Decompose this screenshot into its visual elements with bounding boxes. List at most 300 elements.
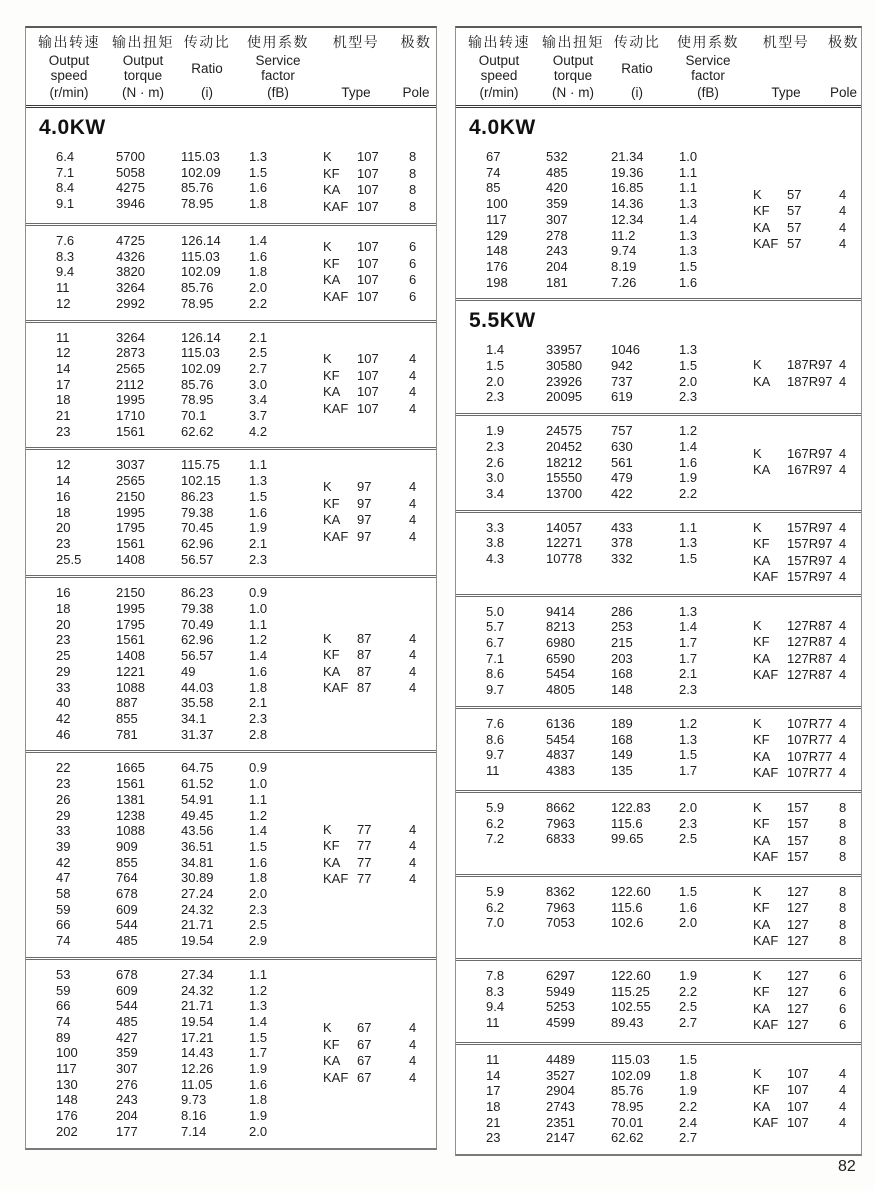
output-speed-cell: 11 xyxy=(486,762,500,778)
data-rows xyxy=(26,233,323,312)
output-speed-cell: 1.9 xyxy=(486,423,505,439)
service-factor-cell: 4.2 xyxy=(249,423,268,439)
type-prefix: K xyxy=(753,357,762,373)
type-pole-line xyxy=(323,1020,439,1037)
type-size: 157 xyxy=(787,832,809,848)
output-speed-cell: 9.4 xyxy=(486,999,505,1015)
output-torque-cell: 5058 xyxy=(116,164,145,180)
type-size: 107 xyxy=(357,400,379,416)
data-rows xyxy=(456,884,753,950)
gear-block xyxy=(26,447,436,575)
service-factor-cell: 1.4 xyxy=(249,233,268,248)
ratio-cell: 56.57 xyxy=(181,551,214,567)
type-pole-line xyxy=(753,1017,869,1034)
type-size: 67 xyxy=(357,1036,372,1052)
table-row xyxy=(26,711,323,727)
type-prefix: KF xyxy=(753,732,770,748)
output-torque-cell: 420 xyxy=(546,180,568,196)
pole-value: 4 xyxy=(409,367,417,383)
header-en-label xyxy=(542,51,604,85)
output-speed-cell: 1.5 xyxy=(486,358,505,374)
output-speed-cell: 3.3 xyxy=(486,519,505,535)
ratio-cell: 64.75 xyxy=(181,760,214,776)
type-pole-line xyxy=(753,900,869,917)
output-torque-cell: 181 xyxy=(546,274,568,290)
gear-block xyxy=(26,750,436,956)
output-speed-cell: 2.3 xyxy=(486,438,505,454)
service-factor-cell: 1.6 xyxy=(249,248,268,264)
service-factor-cell: 1.5 xyxy=(679,258,698,274)
type-size: 187R97 xyxy=(787,373,833,389)
table-row xyxy=(26,808,323,824)
service-factor-cell: 2.5 xyxy=(679,999,698,1015)
service-factor-cell: 1.4 xyxy=(679,438,698,454)
type-size: 107 xyxy=(357,182,379,197)
output-speed-cell: 8.4 xyxy=(56,180,75,196)
ratio-cell: 102.55 xyxy=(611,999,651,1015)
table-row xyxy=(26,377,323,393)
service-factor-cell: 2.1 xyxy=(249,329,268,345)
table-row xyxy=(26,424,323,440)
service-factor-cell: 1.9 xyxy=(249,1108,268,1124)
ratio-cell: 24.32 xyxy=(181,901,214,917)
service-factor-cell: 1.3 xyxy=(679,227,698,243)
output-speed-cell: 3.4 xyxy=(486,485,505,501)
type-size: 157R97 xyxy=(787,536,833,552)
data-rows xyxy=(456,968,753,1034)
output-torque-cell: 7963 xyxy=(546,899,575,915)
output-torque-cell: 276 xyxy=(116,1076,138,1092)
type-prefix: KA xyxy=(753,1000,771,1016)
type-pole-line xyxy=(753,933,869,950)
output-torque-cell: 2565 xyxy=(116,360,145,376)
output-speed-cell: 58 xyxy=(56,886,71,902)
output-torque-cell: 7963 xyxy=(546,815,575,831)
ratio-cell: 168 xyxy=(611,666,633,682)
table-row xyxy=(456,968,753,984)
header-zh-label: 传动比 xyxy=(613,34,661,50)
ratio-cell: 11.2 xyxy=(611,227,636,243)
output-speed-cell: 39 xyxy=(56,838,71,854)
output-torque-cell: 781 xyxy=(116,726,138,742)
type-pole-list xyxy=(753,968,869,1034)
type-prefix: KAF xyxy=(753,1017,779,1033)
ratio-cell: 11.05 xyxy=(181,1076,213,1092)
type-size: 77 xyxy=(357,838,372,854)
output-torque-cell: 3037 xyxy=(116,457,145,473)
service-factor-cell: 1.5 xyxy=(679,358,698,374)
service-factor-cell: 2.3 xyxy=(249,901,268,917)
ratio-cell: 85.76 xyxy=(181,180,214,196)
type-prefix: KA xyxy=(323,182,341,197)
header-en-label xyxy=(826,51,861,85)
output-torque-cell: 1995 xyxy=(116,504,145,520)
ratio-cell: 85.76 xyxy=(181,376,214,392)
service-factor-cell: 1.3 xyxy=(249,998,268,1014)
type-size: 167R97 xyxy=(787,462,833,478)
pole-value: 4 xyxy=(839,519,847,535)
service-factor-cell: 1.3 xyxy=(249,473,268,489)
output-speed-cell: 1.4 xyxy=(486,342,505,358)
output-torque-cell: 2112 xyxy=(116,376,144,392)
pole-value: 8 xyxy=(839,849,847,865)
header-en-label xyxy=(316,51,396,85)
pole-value: 4 xyxy=(409,479,417,495)
type-prefix: KF xyxy=(323,255,340,271)
table-row xyxy=(26,457,323,473)
service-factor-cell: 1.5 xyxy=(249,838,268,854)
type-pole-line xyxy=(323,401,439,418)
ratio-cell: 99.65 xyxy=(611,831,644,847)
type-pole-list xyxy=(753,423,869,502)
service-factor-cell: 2.1 xyxy=(249,535,268,551)
type-prefix: K xyxy=(753,799,762,815)
pole-value: 4 xyxy=(839,1098,847,1114)
power-rating-heading: 4.0KW xyxy=(469,116,536,139)
type-pole-line xyxy=(753,749,869,766)
type-size: 107 xyxy=(357,198,379,214)
ratio-cell: 62.96 xyxy=(181,632,214,648)
ratio-cell: 135 xyxy=(611,762,633,778)
service-factor-cell: 2.0 xyxy=(249,886,268,902)
type-pole-line xyxy=(323,838,439,855)
pole-value: 4 xyxy=(839,462,847,478)
ratio-cell: 253 xyxy=(611,619,633,635)
type-size: 187R97 xyxy=(787,357,833,373)
output-torque-cell: 9414 xyxy=(546,603,575,619)
gear-block xyxy=(456,142,861,298)
header-en-line: Output xyxy=(478,53,520,68)
output-speed-cell: 26 xyxy=(56,791,71,807)
type-prefix: K xyxy=(753,883,762,899)
table-row xyxy=(26,1077,323,1093)
output-speed-cell: 176 xyxy=(486,258,508,274)
output-torque-cell: 7053 xyxy=(546,915,575,931)
ratio-cell: 7.14 xyxy=(181,1123,207,1139)
type-pole-list xyxy=(753,520,869,586)
pole-value: 4 xyxy=(839,650,847,666)
table-row xyxy=(456,732,753,748)
output-torque-cell: 544 xyxy=(116,917,138,933)
table-row xyxy=(456,884,753,900)
output-torque-cell: 764 xyxy=(116,870,138,886)
output-speed-cell: 59 xyxy=(56,982,71,998)
output-speed-cell: 2.6 xyxy=(486,454,505,470)
ratio-cell: 115.03 xyxy=(611,1051,650,1067)
type-prefix: K xyxy=(753,617,762,633)
ratio-cell: 30.89 xyxy=(181,870,214,886)
type-size: 107 xyxy=(787,1065,809,1081)
type-pole-list xyxy=(323,967,439,1140)
table-row xyxy=(456,1015,753,1031)
type-prefix: KA xyxy=(753,219,771,235)
type-size: 127 xyxy=(787,916,809,932)
power-rating-heading: 5.5KW xyxy=(469,309,536,333)
table-row xyxy=(456,342,753,358)
header-en-label xyxy=(26,51,112,85)
type-pole-line xyxy=(753,569,869,586)
pole-value: 4 xyxy=(409,1036,417,1052)
type-prefix: KA xyxy=(753,748,771,764)
service-factor-cell: 1.2 xyxy=(679,423,698,439)
table-row xyxy=(456,816,753,832)
header-column xyxy=(112,34,174,100)
header-unit-label: (r/min) xyxy=(479,85,519,100)
type-pole-line xyxy=(323,1053,439,1070)
table-row xyxy=(26,855,323,871)
type-size: 127 xyxy=(787,967,809,983)
ratio-cell: 630 xyxy=(611,438,633,454)
output-speed-cell: 20 xyxy=(56,616,71,632)
output-speed-cell: 89 xyxy=(56,1029,71,1045)
output-torque-cell: 2743 xyxy=(546,1098,575,1114)
ratio-cell: 85.76 xyxy=(611,1083,644,1099)
service-factor-cell: 1.6 xyxy=(249,1076,268,1092)
table-row xyxy=(26,330,323,346)
output-speed-cell: 23 xyxy=(56,535,71,551)
output-speed-cell: 23 xyxy=(56,423,71,439)
pole-value: 4 xyxy=(409,630,417,646)
service-factor-cell: 1.9 xyxy=(679,1083,698,1099)
ratio-cell: 62.96 xyxy=(181,535,214,551)
table-row xyxy=(456,984,753,1000)
type-prefix: KA xyxy=(753,373,771,389)
type-size: 127R87 xyxy=(787,667,833,683)
output-speed-cell: 5.0 xyxy=(486,603,505,619)
ratio-cell: 102.15 xyxy=(181,473,221,489)
output-speed-cell: 9.7 xyxy=(486,682,505,698)
service-factor-cell: 2.9 xyxy=(249,933,268,949)
header-unit-label: Type xyxy=(341,85,371,100)
service-factor-cell: 1.2 xyxy=(249,632,268,648)
output-speed-cell: 7.6 xyxy=(486,715,505,731)
ratio-cell: 62.62 xyxy=(181,423,214,439)
header-en-line: Output xyxy=(48,53,90,68)
output-torque-cell: 5949 xyxy=(546,983,575,999)
table-row xyxy=(456,604,753,620)
pole-value: 4 xyxy=(839,552,847,568)
table-row xyxy=(456,1068,753,1084)
type-pole-line xyxy=(753,765,869,782)
ratio-cell: 942 xyxy=(611,358,633,374)
header-unit-label: Pole xyxy=(829,85,858,100)
header-zh-label: 机型号 xyxy=(762,34,810,50)
ratio-cell: 31.37 xyxy=(181,726,214,742)
output-torque-cell: 1561 xyxy=(116,632,145,648)
ratio-cell: 49.45 xyxy=(181,807,214,823)
output-speed-cell: 117 xyxy=(486,211,507,227)
output-speed-cell: 8.6 xyxy=(486,666,505,682)
service-factor-cell: 1.3 xyxy=(679,731,698,747)
service-factor-cell: 1.1 xyxy=(249,966,268,982)
pole-value: 4 xyxy=(409,854,417,870)
output-torque-cell: 1561 xyxy=(116,535,145,551)
table-row xyxy=(26,585,323,601)
type-pole-line xyxy=(753,520,869,537)
table-row xyxy=(26,1124,323,1140)
table-row xyxy=(26,870,323,886)
output-torque-cell: 6136 xyxy=(546,715,575,731)
output-speed-cell: 25 xyxy=(56,648,71,664)
output-torque-cell: 855 xyxy=(116,710,138,726)
type-pole-line xyxy=(323,384,439,401)
type-size: 87 xyxy=(357,647,372,663)
output-torque-cell: 4599 xyxy=(546,1014,575,1030)
output-speed-cell: 7.1 xyxy=(56,164,75,180)
output-speed-cell: 20 xyxy=(56,520,71,536)
pole-value: 4 xyxy=(409,1053,417,1069)
output-speed-cell: 18 xyxy=(56,504,71,520)
table-row xyxy=(26,776,323,792)
header-column xyxy=(316,34,396,100)
data-rows xyxy=(26,585,323,742)
ratio-cell: 1046 xyxy=(611,342,640,358)
table-row xyxy=(26,361,323,377)
ratio-cell: 115.6 xyxy=(611,815,643,831)
type-pole-line xyxy=(323,871,439,888)
header-en-line: factor xyxy=(261,68,295,83)
service-factor-cell: 2.5 xyxy=(249,345,268,361)
output-speed-cell: 18 xyxy=(56,392,71,408)
ratio-cell: 561 xyxy=(611,454,633,470)
pole-value: 4 xyxy=(839,1065,847,1081)
output-torque-cell: 20095 xyxy=(546,389,583,405)
output-speed-cell: 25.5 xyxy=(56,551,82,567)
ratio-cell: 14.43 xyxy=(181,1045,214,1061)
header-column xyxy=(396,34,436,100)
ratio-cell: 78.95 xyxy=(611,1098,644,1114)
type-size: 157R97 xyxy=(787,569,833,585)
type-pole-line xyxy=(753,917,869,934)
header-en-label xyxy=(604,51,670,85)
table-row xyxy=(456,180,753,196)
type-pole-line xyxy=(753,732,869,749)
header-zh-label: 极数 xyxy=(828,34,859,50)
header-zh-label: 输出扭矩 xyxy=(542,34,604,50)
type-pole-line xyxy=(753,1001,869,1018)
type-pole-list xyxy=(323,149,439,215)
type-size: 127R87 xyxy=(787,617,833,633)
table-row xyxy=(456,196,753,212)
type-size: 127R87 xyxy=(787,650,833,666)
type-size: 107 xyxy=(357,367,379,383)
type-pole-line xyxy=(323,496,439,513)
output-torque-cell: 13700 xyxy=(546,485,583,501)
service-factor-cell: 1.9 xyxy=(249,1061,268,1077)
output-torque-cell: 10778 xyxy=(546,551,583,567)
ratio-cell: 378 xyxy=(611,535,633,551)
table-row xyxy=(26,680,323,696)
type-prefix: KF xyxy=(323,838,340,854)
pole-value: 4 xyxy=(839,536,847,552)
table-row xyxy=(26,792,323,808)
output-speed-cell: 7.2 xyxy=(486,831,505,847)
ratio-cell: 115.6 xyxy=(611,899,643,915)
ratio-cell: 70.1 xyxy=(181,408,207,424)
output-torque-cell: 1221 xyxy=(116,663,145,679)
output-torque-cell: 6980 xyxy=(546,635,575,651)
type-prefix: K xyxy=(753,715,762,731)
service-factor-cell: 0.9 xyxy=(249,585,268,601)
spec-table-left xyxy=(25,26,437,1150)
service-factor-cell: 1.4 xyxy=(679,619,698,635)
type-pole-line xyxy=(323,512,439,529)
output-torque-cell: 2904 xyxy=(546,1083,575,1099)
ratio-cell: 115.03 xyxy=(181,345,220,361)
data-rows xyxy=(456,800,753,866)
table-row xyxy=(26,839,323,855)
output-torque-cell: 5700 xyxy=(116,149,145,164)
header-en-label xyxy=(746,51,826,85)
type-prefix: K xyxy=(753,186,762,202)
output-speed-cell: 85 xyxy=(486,180,501,196)
output-torque-cell: 1795 xyxy=(116,520,145,536)
output-torque-cell: 3264 xyxy=(116,329,145,345)
type-prefix: KA xyxy=(753,1098,771,1114)
ratio-cell: 102.6 xyxy=(611,915,644,931)
output-torque-cell: 1238 xyxy=(116,807,145,823)
output-torque-cell: 177 xyxy=(116,1123,138,1139)
pole-value: 8 xyxy=(839,933,847,949)
output-speed-cell: 5.9 xyxy=(486,883,505,899)
output-torque-cell: 609 xyxy=(116,901,138,917)
service-factor-cell: 2.2 xyxy=(249,295,268,311)
type-prefix: KAF xyxy=(323,871,349,887)
gear-block xyxy=(26,957,436,1148)
table-row xyxy=(26,1092,323,1108)
service-factor-cell: 2.0 xyxy=(249,1123,268,1139)
output-speed-cell: 16 xyxy=(56,585,71,601)
type-prefix: KF xyxy=(753,1082,770,1098)
table-row xyxy=(456,1115,753,1131)
service-factor-cell: 2.0 xyxy=(679,915,698,931)
type-size: 67 xyxy=(357,1069,372,1085)
header-unit-label: (fB) xyxy=(267,85,289,100)
table-row xyxy=(456,423,753,439)
service-factor-cell: 1.3 xyxy=(679,535,698,551)
type-prefix: KAF xyxy=(753,849,779,865)
type-pole-line xyxy=(753,1099,869,1116)
pole-value: 4 xyxy=(839,748,847,764)
pole-value: 4 xyxy=(409,647,417,663)
table-row xyxy=(26,392,323,408)
type-size: 107R77 xyxy=(787,765,833,781)
table-row xyxy=(26,473,323,489)
ratio-cell: 422 xyxy=(611,485,633,501)
table-row xyxy=(456,520,753,536)
type-size: 127 xyxy=(787,883,809,899)
type-prefix: K xyxy=(323,630,332,646)
pole-value: 4 xyxy=(409,663,417,679)
output-torque-cell: 4275 xyxy=(116,180,145,196)
header-en-label xyxy=(396,51,436,85)
output-torque-cell: 2992 xyxy=(116,295,145,311)
type-size: 157R97 xyxy=(787,552,833,568)
type-size: 107R77 xyxy=(787,748,833,764)
type-pole-line xyxy=(323,256,439,273)
ratio-cell: 24.32 xyxy=(181,982,214,998)
type-size: 127 xyxy=(787,900,809,916)
header-column xyxy=(604,34,670,100)
pole-value: 6 xyxy=(839,967,847,983)
pole-value: 4 xyxy=(839,569,847,585)
gear-block xyxy=(26,320,436,448)
output-torque-cell: 2565 xyxy=(116,473,145,489)
output-torque-cell: 678 xyxy=(116,966,138,982)
type-prefix: KF xyxy=(753,203,770,219)
pole-value: 6 xyxy=(409,239,417,255)
type-size: 97 xyxy=(357,495,372,511)
